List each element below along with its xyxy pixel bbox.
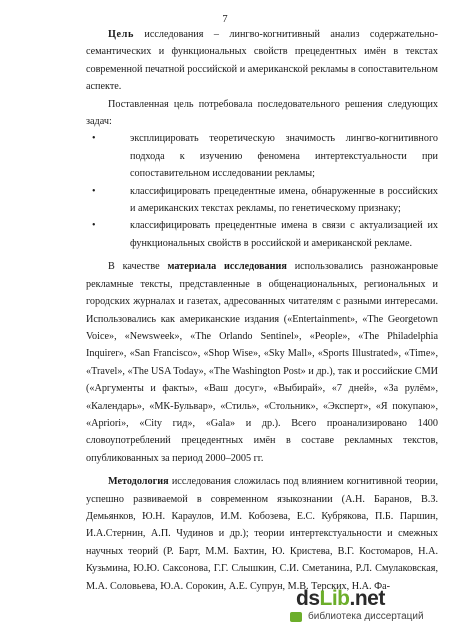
book-icon <box>290 612 302 622</box>
page-number: 7 <box>222 14 228 25</box>
task-list <box>86 130 438 252</box>
task-text: классифицировать прецедентные имена, обнаруженные в российских и американских текстах рекламы, по генетическому признаку; <box>130 185 438 215</box>
bullet-icon: • <box>92 185 96 197</box>
material-text: использовались разножанровые рекламные тексты, представленные в общенациональных, региональных и городских журналах и газетах, адресованных читателям с разными интересами. Использовались как американские издания («Entertainment», «The Georgetown Voice», «Newsweek», «The Orlando Sentinel», «People», «The Philadelphia Inquirer», «San Francisco», «Shop Wise», «Sky Mall», «Sports Illustrated», «Time», «Travel», «The USA Today», «The Washington Post» и др.), так и российские СМИ («Аргументы и факты», «Ваш досуг», «Выбирай», «7 дней», «За рулём», «Календарь», «МК-Бульвар», «Стиль», «Стольник», «Эксперт», «Я покупаю», «Apriori», «City гид», «Gala» и др.). Всего проанализировано 1400 словоупотреблений прецедентных имён в составе рекламных текстов, опубликованных за период 2000–2005 гг. <box>86 261 438 464</box>
dslib-tagline: библиотека диссертаций <box>308 611 424 622</box>
paragraph-material <box>86 258 438 467</box>
task-item <box>86 130 438 182</box>
document-body <box>86 26 438 595</box>
methodology-lead: Методология <box>108 476 169 488</box>
material-pre: В качестве <box>108 261 168 273</box>
bullet-icon: • <box>92 220 96 232</box>
task-text: классифицировать прецедентные имена в связи с актуализацией их функциональных свойств в российской и американской рекламе. <box>130 220 438 249</box>
material-lead: материала исследования <box>167 261 287 273</box>
methodology-text: исследования сложилась под влиянием когнитивной теории, успешно развиваемой в современном языкознании (А.Н. Баранов, В.З. Демьянков, Ю.Н. Караулов, И.М. Кобозева, Е.С. Кубрякова, П.Б. Паршин, И.А.Стернин, А.П. Чудинов и др.); теории интертекстуальности и смежных научных теорий (Р. Барт, М.М. Бахтин, Ю. Кристева, В.Г. Костомаров, Н.А. Кузьмина, Ю.Ю. Саксонова, Г.Г. Слышкин, С.И. Сметанина, Р.Л. Смулаковская, М.А. Соловьева, Ю.А. Сорокин, А.Е. Супрун, М.В. Терских, Н.А. Фа- <box>86 476 438 592</box>
paragraph-goal <box>86 26 438 96</box>
task-text: эксплицировать теоретическую значимость лингво-когнитивного подхода к изучению феномена интертекстуальности при сопоставительном исследовании рекламы; <box>130 133 438 180</box>
paragraph-tasks-intro: Поставленная цель потребовала последовательного решения следующих задач: <box>86 98 438 128</box>
goal-text: исследования – лингво-когнитивный анализ содержательно-семантических и функциональных свойств прецедентных имён в текстах современной печатной российской и американской рекламы в сопоставительном аспекте. <box>86 29 438 93</box>
task-item <box>86 183 438 218</box>
dslib-logo: dsLib.net <box>296 587 385 610</box>
paragraph-methodology <box>86 473 438 595</box>
bullet-icon: • <box>92 133 96 145</box>
goal-lead: Цель <box>108 29 134 40</box>
task-item <box>86 217 438 252</box>
dslib-watermark <box>290 585 450 625</box>
